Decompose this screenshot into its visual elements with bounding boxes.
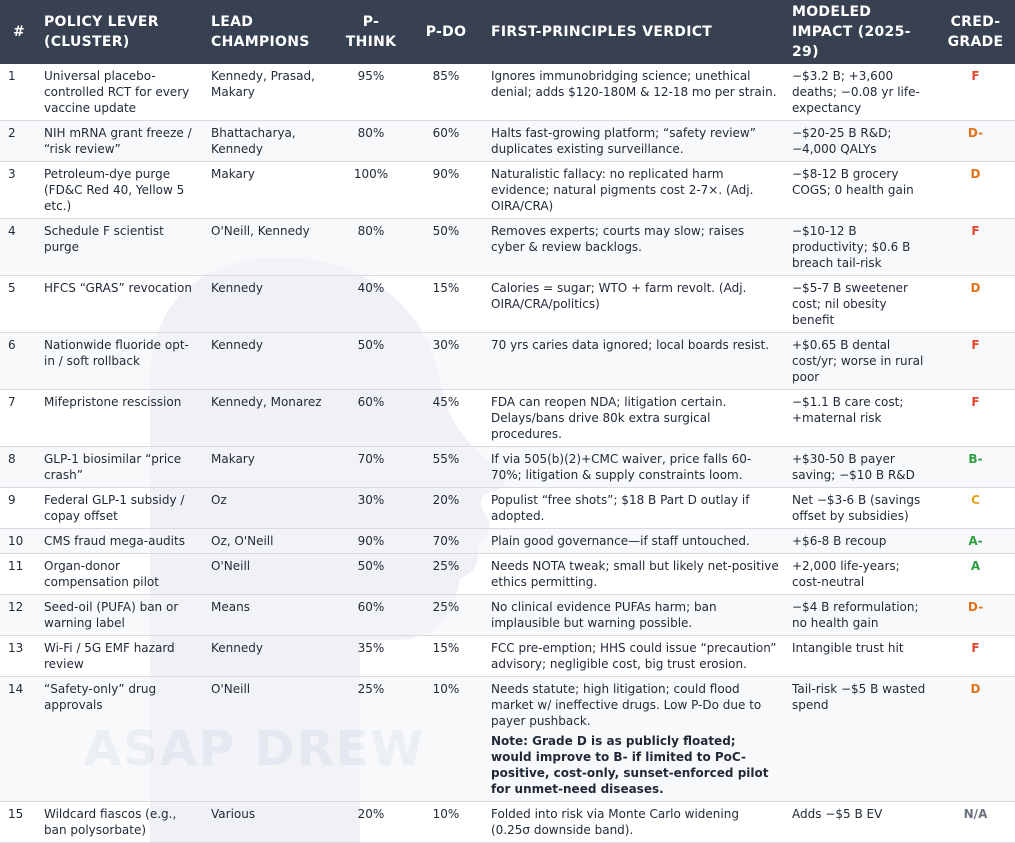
policy-lever-cell [38,636,205,677]
table-row [0,554,1015,595]
modeled-impact: +$6-8 B recoup [792,534,887,548]
verdict-cell [485,447,786,488]
lead-champions-cell [205,529,335,554]
cred-grade: A [970,559,981,573]
verdict: Ignores immunobridging science; unethical denial; adds $120-180M & 12-18 mo per strain. [491,69,777,99]
cred-grade-cell [936,121,1015,162]
row-number-cell [0,677,38,802]
p-think: 70% [357,452,385,466]
cred-grade: D- [967,126,984,140]
table-row [0,447,1015,488]
row-number: 11 [8,559,24,573]
table-row [0,529,1015,554]
p-think-cell [335,488,407,529]
lead-champions: O'Neill [211,559,251,573]
row-number-cell [0,529,38,554]
lead-champions-cell [205,162,335,219]
table-row [0,333,1015,390]
lead-champions: Kennedy [211,338,263,352]
cred-grade-cell [936,636,1015,677]
policy-lever-cell [38,333,205,390]
p-do-cell [407,488,485,529]
lead-champions: O'Neill, Kennedy [211,224,310,238]
modeled-impact-cell [786,447,936,488]
row-number-cell [0,333,38,390]
cred-grade: C [971,493,980,507]
row-number-cell [0,162,38,219]
p-do-cell [407,554,485,595]
lead-champions: Bhattacharya, Kennedy [211,126,296,156]
lead-champions-cell [205,554,335,595]
modeled-impact: −$3.2 B; +3,600 deaths; −0.08 yr life-expectancy [792,69,920,115]
p-do-cell [407,677,485,802]
policy-lever-cell [38,488,205,529]
policy-lever: GLP-1 biosimilar “price crash” [44,452,182,482]
p-do-cell [407,447,485,488]
policy-lever-cell [38,390,205,447]
modeled-impact: −$1.1 B care cost; +maternal risk [792,395,904,425]
p-think: 35% [357,641,385,655]
cred-grade: D- [967,600,984,614]
verdict: Halts fast-growing platform; “safety review” duplicates existing surveillance. [491,126,756,156]
p-do: 15% [432,641,460,655]
table-body [0,64,1015,843]
p-do: 25% [432,559,460,573]
verdict-cell [485,636,786,677]
modeled-impact: +2,000 life-years; cost-neutral [792,559,900,589]
verdict-cell [485,121,786,162]
cred-grade: D [970,167,981,181]
cred-grade: F [971,641,980,655]
lead-champions-cell [205,276,335,333]
policy-lever-cell [38,447,205,488]
cred-grade: D [970,281,981,295]
row-number: 1 [8,69,16,83]
lead-champions: Various [211,807,256,821]
policy-lever: Nationwide fluoride opt-in / soft rollback [44,338,189,368]
verdict: Removes experts; courts may slow; raises cyber & review backlogs. [491,224,745,254]
p-do: 10% [432,682,460,696]
row-number-cell [0,802,38,843]
header-grade: CRED-GRADE [936,0,1015,64]
p-do: 15% [432,281,460,295]
p-do: 90% [432,167,460,181]
cred-grade: F [971,395,980,409]
policy-lever-cell [38,64,205,121]
cred-grade: A- [968,534,983,548]
p-think-cell [335,333,407,390]
verdict: 70 yrs caries data ignored; local boards resist. [491,338,770,352]
lead-champions-cell [205,677,335,802]
p-think: 25% [357,682,385,696]
verdict: Populist “free shots”; $18 B Part D outlay if adopted. [491,493,750,523]
cred-grade-cell [936,554,1015,595]
cred-grade: F [971,224,980,238]
policy-lever: “Safety-only” drug approvals [44,682,157,712]
p-do: 55% [432,452,460,466]
verdict-cell [485,162,786,219]
lead-champions-cell [205,219,335,276]
p-do-cell [407,802,485,843]
row-number-cell [0,554,38,595]
p-think-cell [335,447,407,488]
p-think: 60% [357,600,385,614]
modeled-impact-cell [786,529,936,554]
policy-lever-cell [38,677,205,802]
policy-lever: NIH mRNA grant freeze / “risk review” [44,126,192,156]
row-number: 7 [8,395,16,409]
row-number: 8 [8,452,16,466]
table-row [0,802,1015,843]
table-row [0,276,1015,333]
p-do-cell [407,219,485,276]
modeled-impact-cell [786,554,936,595]
p-do-cell [407,64,485,121]
row-number-cell [0,276,38,333]
p-do-cell [407,162,485,219]
table-row [0,121,1015,162]
p-do: 50% [432,224,460,238]
header-pthink: P-THINK [335,0,407,64]
verdict: Plain good governance—if staff untouched. [491,534,750,548]
header-lever: POLICY LEVER (CLUSTER) [38,0,205,64]
lead-champions-cell [205,447,335,488]
modeled-impact: −$4 B reformulation; no health gain [792,600,919,630]
p-do: 60% [432,126,460,140]
p-do: 45% [432,395,460,409]
lead-champions: O'Neill [211,682,251,696]
p-think: 40% [357,281,385,295]
policy-lever: Mifepristone rescission [44,395,182,409]
cred-grade-cell [936,276,1015,333]
policy-lever: Wildcard fiascos (e.g., ban polysorbate) [44,807,177,837]
row-number-cell [0,636,38,677]
row-number-cell [0,447,38,488]
lead-champions: Oz, O'Neill [211,534,274,548]
table-row [0,595,1015,636]
policy-lever: Universal placebo-controlled RCT for every vaccine update [44,69,190,115]
lead-champions: Oz [211,493,227,507]
verdict: Needs NOTA tweak; small but likely net-positive ethics permitting. [491,559,779,589]
p-do-cell [407,595,485,636]
modeled-impact: −$20-25 B R&D; −4,000 QALYs [792,126,892,156]
verdict-cell [485,595,786,636]
verdict-note: Note: Grade D is as publicly floated; would improve to B- if limited to PoC-positive, cost-only, sunset-enforced pilot for unmet-need diseases. [491,734,769,796]
cred-grade-cell [936,802,1015,843]
policy-lever-cell [38,121,205,162]
row-number: 10 [8,534,24,548]
cred-grade-cell [936,64,1015,121]
lead-champions-cell [205,802,335,843]
policy-lever: Wi-Fi / 5G EMF hazard review [44,641,175,671]
policy-lever: HFCS “GRAS” revocation [44,281,192,295]
p-do-cell [407,636,485,677]
p-do: 25% [432,600,460,614]
cred-grade-cell [936,595,1015,636]
cred-grade-cell [936,333,1015,390]
cred-grade-cell [936,529,1015,554]
header-row [0,0,1015,64]
lead-champions-cell [205,333,335,390]
lead-champions-cell [205,64,335,121]
row-number: 9 [8,493,16,507]
p-think: 50% [357,559,385,573]
p-think: 80% [357,126,385,140]
modeled-impact-cell [786,802,936,843]
policy-lever: Organ-donor compensation pilot [44,559,159,589]
modeled-impact: Net −$3-6 B (savings offset by subsidies) [792,493,921,523]
header-impact: MODELED IMPACT (2025-29) [786,0,936,64]
p-think-cell [335,636,407,677]
verdict-cell [485,219,786,276]
verdict-cell [485,554,786,595]
verdict: If via 505(b)(2)+CMC waiver, price falls 60-70%; litigation & supply constraints loom. [491,452,752,482]
p-do-cell [407,276,485,333]
table-row [0,677,1015,802]
verdict-cell [485,390,786,447]
verdict-cell [485,677,786,802]
modeled-impact-cell [786,636,936,677]
cred-grade-cell [936,162,1015,219]
modeled-impact-cell [786,677,936,802]
p-think-cell [335,554,407,595]
row-number: 13 [8,641,24,655]
verdict: FDA can reopen NDA; litigation certain. Delays/bans drive 80k extra surgical procedures. [491,395,727,441]
lead-champions: Means [211,600,250,614]
cred-grade-cell [936,219,1015,276]
policy-lever-cell [38,276,205,333]
p-think-cell [335,276,407,333]
policy-lever: Petroleum-dye purge (FD&C Red 40, Yellow 5 etc.) [44,167,185,213]
p-think-cell [335,390,407,447]
cred-grade-cell [936,488,1015,529]
verdict-cell [485,276,786,333]
modeled-impact: −$10-12 B productivity; $0.6 B breach tail-risk [792,224,911,270]
cred-grade-cell [936,447,1015,488]
policy-lever-cell [38,162,205,219]
modeled-impact-cell [786,333,936,390]
lead-champions-cell [205,636,335,677]
p-do-cell [407,529,485,554]
cred-grade-cell [936,677,1015,802]
header-num: # [0,0,38,64]
policy-lever-cell [38,219,205,276]
modeled-impact: +$30-50 B payer saving; −$10 B R&D [792,452,915,482]
modeled-impact-cell [786,390,936,447]
modeled-impact-cell [786,595,936,636]
modeled-impact-cell [786,64,936,121]
row-number-cell [0,488,38,529]
row-number: 14 [8,682,24,696]
p-think-cell [335,64,407,121]
header-verdict: FIRST-PRINCIPLES VERDICT [485,0,786,64]
modeled-impact: Adds −$5 B EV [792,807,883,821]
row-number: 5 [8,281,16,295]
p-think: 30% [357,493,385,507]
p-think: 60% [357,395,385,409]
verdict: Folded into risk via Monte Carlo widening (0.25σ downside band). [491,807,739,837]
policy-lever-cell [38,595,205,636]
p-think-cell [335,595,407,636]
p-do: 10% [432,807,460,821]
modeled-impact-cell [786,219,936,276]
p-do: 20% [432,493,460,507]
p-think: 20% [357,807,385,821]
cred-grade: F [971,69,980,83]
modeled-impact: −$5-7 B sweetener cost; nil obesity benefit [792,281,908,327]
lead-champions: Kennedy, Prasad, Makary [211,69,315,99]
row-number: 12 [8,600,24,614]
lead-champions-cell [205,488,335,529]
verdict-cell [485,64,786,121]
verdict: Needs statute; high litigation; could flood market w/ ineffective drugs. Low P-Do due to payer pushback. [491,682,762,728]
p-think: 95% [357,69,385,83]
lead-champions: Kennedy [211,641,263,655]
lead-champions: Kennedy, Monarez [211,395,322,409]
modeled-impact: +$0.65 B dental cost/yr; worse in rural poor [792,338,924,384]
verdict: FCC pre-emption; HHS could issue “precaution” advisory; negligible cost, big trust erosion. [491,641,777,671]
header-champions: LEAD CHAMPIONS [205,0,335,64]
p-do: 70% [432,534,460,548]
row-number-cell [0,595,38,636]
p-do-cell [407,390,485,447]
cred-grade: N/A [963,807,988,821]
p-think: 100% [353,167,389,181]
table-row [0,636,1015,677]
p-do: 85% [432,69,460,83]
policy-lever-cell [38,529,205,554]
policy-lever: Federal GLP-1 subsidy / copay offset [44,493,185,523]
p-think-cell [335,802,407,843]
lead-champions: Kennedy [211,281,263,295]
row-number-cell [0,64,38,121]
row-number-cell [0,219,38,276]
p-think: 90% [357,534,385,548]
modeled-impact-cell [786,276,936,333]
p-think: 50% [357,338,385,352]
lead-champions-cell [205,390,335,447]
cred-grade: B- [968,452,983,466]
row-number-cell [0,390,38,447]
modeled-impact: Tail-risk −$5 B wasted spend [792,682,926,712]
p-think-cell [335,162,407,219]
p-do-cell [407,333,485,390]
table-row [0,488,1015,529]
row-number: 15 [8,807,24,821]
row-number: 6 [8,338,16,352]
modeled-impact-cell [786,121,936,162]
lead-champions: Makary [211,452,255,466]
cred-grade: F [971,338,980,352]
row-number: 4 [8,224,16,238]
table-row [0,219,1015,276]
p-think-cell [335,121,407,162]
lead-champions-cell [205,595,335,636]
lead-champions: Makary [211,167,255,181]
verdict-cell [485,333,786,390]
verdict: Calories = sugar; WTO + farm revolt. (Adj. OIRA/CRA/politics) [491,281,747,311]
modeled-impact: −$8-12 B grocery COGS; 0 health gain [792,167,914,197]
lead-champions-cell [205,121,335,162]
p-think-cell [335,677,407,802]
verdict: No clinical evidence PUFAs harm; ban implausible but warning possible. [491,600,717,630]
policy-lever-cell [38,554,205,595]
p-think-cell [335,529,407,554]
p-do: 30% [432,338,460,352]
row-number-cell [0,121,38,162]
cred-grade: D [970,682,981,696]
table-row [0,64,1015,121]
row-number: 3 [8,167,16,181]
policy-lever: CMS fraud mega-audits [44,534,185,548]
modeled-impact-cell [786,488,936,529]
verdict: Naturalistic fallacy: no replicated harm evidence; natural pigments cost 2-7×. (Adj. OIRA/CRA) [491,167,754,213]
p-do-cell [407,121,485,162]
policy-lever: Seed-oil (PUFA) ban or warning label [44,600,179,630]
p-think-cell [335,219,407,276]
row-number: 2 [8,126,16,140]
table-row [0,162,1015,219]
policy-lever: Schedule F scientist purge [44,224,164,254]
table-row [0,390,1015,447]
verdict-cell [485,802,786,843]
header-pdo: P-DO [407,0,485,64]
verdict-cell [485,488,786,529]
modeled-impact-cell [786,162,936,219]
verdict-cell [485,529,786,554]
p-think: 80% [357,224,385,238]
cred-grade-cell [936,390,1015,447]
modeled-impact: Intangible trust hit [792,641,904,655]
policy-lever-cell [38,802,205,843]
